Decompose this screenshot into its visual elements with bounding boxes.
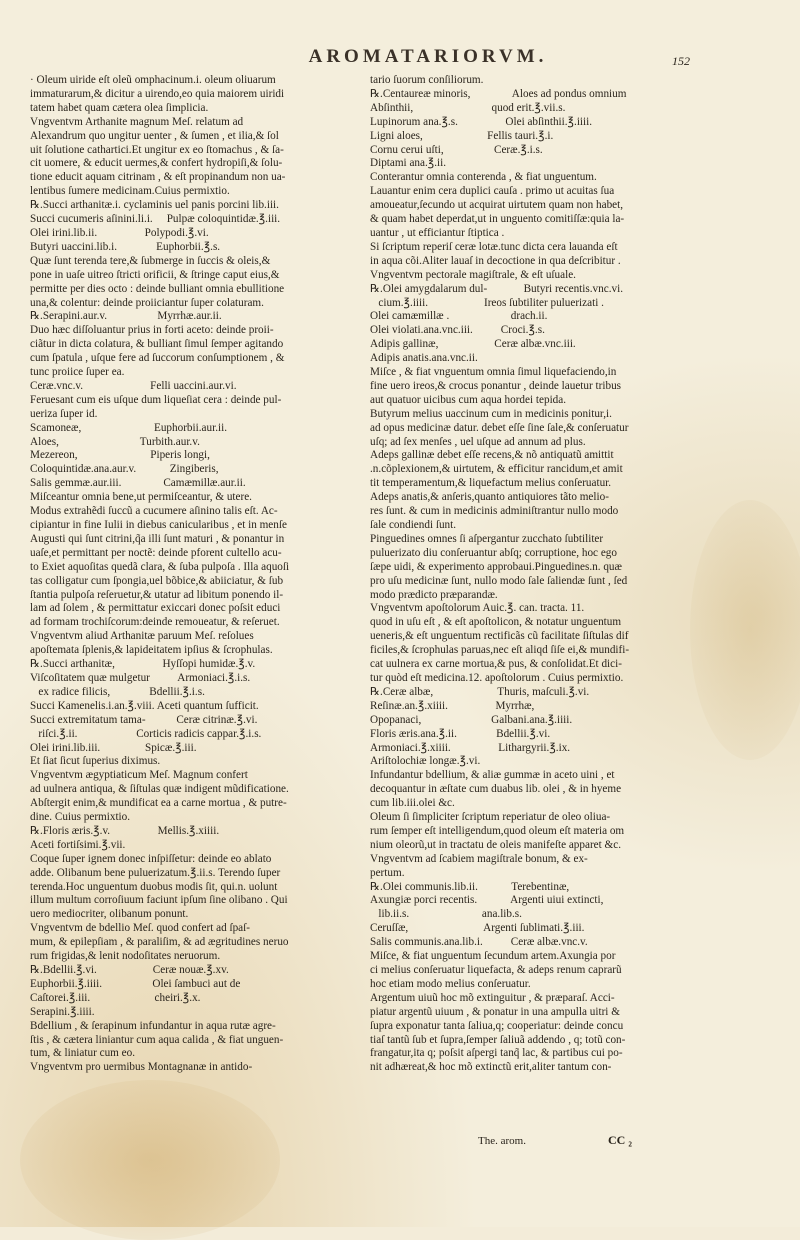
text-line: Olei irini.lib.ii. Polypodi.℥.vi. bbox=[30, 226, 209, 239]
text-line: Mezereon, Piperis longi, bbox=[30, 449, 210, 462]
text-line: nium oleorũ,ut in tractatu de oleis manifeſte apparet &c. bbox=[370, 838, 622, 851]
text-line: ℞.Serapini.aur.v. Myrrhæ.aur.ii. bbox=[30, 310, 222, 323]
text-line: ex radice filicis, Bdellii.℥.i.s. bbox=[30, 685, 205, 698]
text-line: hoc etiam modo melius conſeruatur. bbox=[370, 977, 531, 990]
text-line: Miſce , & fiat vnguentum omnia ſimul liquefaciendo,in bbox=[370, 366, 617, 379]
text-line: Quæ ſunt terenda tere,& ſubmerge in ſuccis & oleis,& bbox=[30, 254, 271, 267]
text-line: uantur , ut efficiantur ſtiptica . bbox=[370, 226, 505, 239]
text-line: immaturarum,& dicitur a uirendo,eo quia maiorem uiridi bbox=[30, 87, 285, 100]
text-line: pone in uaſe uitreo ſtricti orificii, & ſtringe caput eius,& bbox=[30, 268, 280, 281]
text-line: cipiantur in fine Iulii in diebus canicularibus , et in menſe bbox=[30, 519, 287, 531]
text-line: Alexandrum quo ungitur uenter , & ſumen , et ilia,& ſol bbox=[30, 129, 279, 142]
text-line: riſci.℥.ii. Corticis radicis cappar.℥.i.s. bbox=[30, 727, 262, 740]
text-line: Salis gemmæ.aur.iii. Camæmillæ.aur.ii. bbox=[30, 477, 246, 490]
text-line: · Oleum uiride eſt oleũ omphacinum.i. oleum oliuarum bbox=[30, 74, 276, 86]
text-line: tario ſuorum conſiliorum. bbox=[370, 74, 484, 86]
text-line: Si ſcriptum reperiſ ceræ lotæ.tunc dicta cera lauanda eſt bbox=[370, 240, 618, 253]
text-line: Salis communis.ana.lib.i. Ceræ albæ.vnc.v. bbox=[370, 936, 588, 949]
text-line: Duo hæc diſſoluantur prius in forti aceto: deinde proii- bbox=[30, 324, 274, 337]
text-line: ad formam trochiſcorum:deinde remoueatur, & reſeruet. bbox=[30, 616, 280, 629]
text-line: lam ad ſolem , & permittatur exiccari donec poſsit educi bbox=[30, 602, 281, 615]
text-line: Augusti qui ſunt citrini,q̃a illi ſunt maturi , & ponantur in bbox=[30, 532, 285, 545]
text-line: Armoniaci.℥.xiiii. Lithargyrii.℥.ix. bbox=[370, 741, 571, 754]
text-line: Butyrum melius uaccinum cum in medicinis ponitur,i. bbox=[370, 407, 612, 420]
text-line: & quam habet deperdat,ut in unguento comitiſſæ:quia la- bbox=[370, 213, 625, 226]
text-line: Feruesant cum eis uſque dum liqueſiat cera : deinde pul- bbox=[30, 393, 282, 406]
text-line: ad opus medicinæ datur. debet eſſe ſine ſale,& conſeruatur bbox=[370, 421, 629, 434]
text-line: Cornu cerui uſti, Ceræ.℥.i.s. bbox=[370, 143, 543, 156]
text-line: Adeps gallinæ debet eſſe recens,& nõ antiquatũ amittit bbox=[370, 449, 614, 462]
text-line: Argentum uiuũ hoc mõ extinguitur , & præparaſ. Acci- bbox=[370, 991, 615, 1004]
text-line: uero mediocriter, olibanum ponunt. bbox=[30, 908, 189, 921]
running-head: AROMATARIORVM. bbox=[308, 46, 548, 67]
text-line: adde. Olibanum bene puluerizatum.℥.ii.s. Terendo ſuper bbox=[30, 866, 281, 879]
text-line: Succi cucumeris aſinini.li.i. Pulpæ coloquintidæ.℥.iii. bbox=[30, 213, 281, 226]
text-line: Adeps anatis,& anſeris,quanto antiquiores tãto melio- bbox=[370, 491, 609, 504]
text-line: Ligni aloes, Fellis tauri.℥.i. bbox=[370, 129, 554, 142]
text-line: Diptami ana.℥.ii. bbox=[370, 157, 447, 170]
text-line: nit adhæreat,& hoc mõ extinctũ erit,aliter tantum con- bbox=[370, 1061, 612, 1074]
text-line: Abſtergit enim,& mundificat ea a carne mortua , & putre- bbox=[30, 797, 287, 810]
text-line: Lauantur enim cera duplici cauſa . primo ut acuitas ſua bbox=[370, 185, 615, 198]
text-line: res ſunt. & cum in medicinis adminiſtrantur nullo modo bbox=[370, 505, 619, 518]
text-line: lentibus ſumere medicinam.Cuius permixtio. bbox=[30, 185, 230, 198]
text-line: ci melius conſeruatur liquefacta, & adeps renum caprarũ bbox=[370, 964, 622, 976]
text-line: lib.ii.s. ana.lib.s. bbox=[370, 908, 522, 921]
text-line: Modus extrahẽdi ſuccũ a cucumere aſinino talis eſt. Ac- bbox=[30, 505, 278, 518]
text-line: ad uulnera antiqua, & ſiſtulas quæ indigent mũdificatione. bbox=[30, 783, 289, 796]
text-line: aut quatuor uicibus cum aqua hordei tepida. bbox=[370, 393, 567, 406]
text-line: Aloes, Turbith.aur.v. bbox=[30, 435, 200, 448]
text-line: ℞.Bdellii.℥.vi. Ceræ nouæ.℥.xv. bbox=[30, 964, 229, 976]
text-line: puluerizato diu conſeruantur abſq; corruptione, hoc ego bbox=[370, 546, 617, 559]
text-line: Miſce, & fiat unguentum ſecundum artem.Axungia por bbox=[370, 950, 616, 963]
text-line: ueriza ſuper id. bbox=[30, 407, 98, 420]
text-line: Aceti fortiſsimi.℥.vii. bbox=[30, 838, 126, 851]
text-line: pertum. bbox=[370, 866, 405, 879]
text-line: ℞.Floris æris.℥.v. Mellis.℥.xiiii. bbox=[30, 824, 220, 837]
text-line: ſtis , & cætera liniantur cum aqua calida , & fiat unguen- bbox=[30, 1033, 284, 1046]
text-line: Lupinorum ana.℥.s. Olei abſinthii.℥.iiii. bbox=[370, 115, 593, 128]
text-line: ℞.Olei communis.lib.ii. Terebentinæ, bbox=[370, 880, 570, 893]
text-line: amoueatur,ſecundo ut acquirat uirtutem quam non habet, bbox=[370, 199, 624, 212]
text-line: modo prædicto præparandæ. bbox=[370, 588, 498, 601]
text-line: Viſcoſitatem quæ mulgetur Armoniaci.℥.i.s. bbox=[30, 671, 251, 684]
left-text-column bbox=[30, 74, 360, 1075]
text-line: tunc proiice ſuper ea. bbox=[30, 366, 125, 379]
text-line: tiaſ tantũ ſub et ſupra,ſemper ſaliuã addendo , q; totũ con- bbox=[370, 1033, 626, 1046]
text-line: Olei camæmillæ . drach.ii. bbox=[370, 310, 548, 323]
text-line: Vngventvm pro uermibus Montagnanæ in antido- bbox=[30, 1061, 253, 1074]
text-line: Olei violati.ana.vnc.iii. Croci.℥.s. bbox=[370, 324, 545, 337]
text-line: Vngventvm ad ſcabiem magiſtrale bonum, & ex- bbox=[370, 852, 588, 865]
text-line: rum frigidas,& lenit nodoſitates neruorum. bbox=[30, 950, 221, 963]
text-line: Butyri uaccini.lib.i. Euphorbii.℥.s. bbox=[30, 240, 221, 253]
text-line: tatem habet quam cætera olea ſimplicia. bbox=[30, 101, 209, 114]
text-line: Vngventvm apoſtolorum Auic.℥. can. tracta. 11. bbox=[370, 602, 585, 615]
text-line: Axungiæ porci recentis. Argenti uiui extincti, bbox=[370, 894, 604, 907]
text-line: Ariſtolochiæ longæ.℥.vi. bbox=[370, 755, 481, 768]
text-line: Succi Kamenelis.i.an.℥.viii. Aceti quantum ſufficit. bbox=[30, 699, 259, 712]
right-text-column bbox=[370, 74, 692, 1075]
text-line: cium.℥.iiii. Ireos ſubtiliter puluerizati . bbox=[370, 296, 604, 309]
text-line: tit temperamentum,& liquefactum melius conſeruatur. bbox=[370, 477, 612, 490]
text-line: Succi extremitatum tama- Ceræ citrinæ.℥.vi. bbox=[30, 713, 258, 726]
foxing-stain bbox=[690, 500, 800, 760]
text-line: ℞.Centaureæ minoris, Aloes ad pondus omnium bbox=[370, 87, 627, 100]
text-line: mum, & epilepſiam , & paraliſim, & ad ægritudines neruo bbox=[30, 936, 289, 949]
signature-mark: CC ₂ bbox=[608, 1133, 632, 1147]
text-line: uit ſolutione cathartici.Et ungitur ex eo ſtomachus , & ſa- bbox=[30, 143, 284, 156]
text-line: pro uſu medicinæ ſunt, nullo modo ſale ſaliendæ ſunt , ſed bbox=[370, 574, 628, 587]
text-line: Adipis gallinæ, Ceræ albæ.vnc.iii. bbox=[370, 338, 576, 351]
text-line: Floris æris.ana.℥.ii. Bdellii.℥.vi. bbox=[370, 727, 551, 740]
text-line: ficiles,& ſcrophulas paruas,nec eſt aliqd ſiſe ei,& mundifi- bbox=[370, 644, 630, 657]
text-line: rum ſemper eſt intelligendum,quod oleum eſt materia om bbox=[370, 824, 625, 837]
text-line: uaſe,et permittant per noctẽ: deinde pforent cultello acu- bbox=[30, 546, 282, 559]
text-line: Euphorbii.℥.iiii. Olei ſambuci aut de bbox=[30, 977, 241, 990]
catchword: The. arom. bbox=[478, 1135, 526, 1147]
text-line: Vngventvm pectorale magiſtrale, & eſt uſuale. bbox=[370, 268, 576, 281]
text-line: cit uomere, & educit uermes,& confert hydropiſi,& ſolu- bbox=[30, 157, 283, 170]
text-line: Infundantur bdellium, & aliæ gummæ in aceto uini , et bbox=[370, 769, 615, 782]
text-line: apoſtemata ſplenis,& lapideitatem ipſius & ſcrophulas. bbox=[30, 644, 273, 657]
text-line: ſupra exponatur tanta ſaliua,q; cooperiatur: deinde concu bbox=[370, 1019, 624, 1032]
text-line: Miſceantur omnia bene,ut permiſceantur, & utere. bbox=[30, 491, 252, 504]
folio-number: 152 bbox=[672, 54, 690, 68]
text-line: uſq; ad ſex menſes , uel uſque ad annum ad plus. bbox=[370, 435, 586, 448]
text-line: Abſinthii, quod erit.℥.vii.s. bbox=[370, 101, 566, 114]
text-line: terenda.Hoc unguentum duobus modis ſit, qui.n. uolunt bbox=[30, 880, 278, 893]
text-line: decoquantur in æſtate cum duabus lib. olei , & in hyeme bbox=[370, 783, 622, 796]
text-line: frangatur,ita q; poſsit aſpergi tanq̃ lac, & partibus cui po- bbox=[370, 1047, 623, 1060]
text-line: Opopanaci, Galbani.ana.℥.iiii. bbox=[370, 713, 573, 726]
text-line: dine. Cuius permixtio. bbox=[30, 811, 131, 824]
foxing-stain bbox=[20, 1080, 280, 1240]
text-line: ſale condiendi ſunt. bbox=[370, 519, 457, 531]
text-line: Coloquintidæ.ana.aur.v. Zingiberis, bbox=[30, 463, 219, 476]
text-line: ℞.Succi arthanitæ.i. cyclaminis uel panis porcini lib.iii. bbox=[30, 199, 279, 212]
text-line: ciãtur in dicta colatura, & bulliant ſimul ſemper agitando bbox=[30, 338, 284, 351]
text-line: ℞.Succi arthanitæ, Hyſſopi humidæ.℥.v. bbox=[30, 658, 256, 671]
text-line: piatur argentũ uiuum , & ponatur in una ampulla uitri & bbox=[370, 1005, 620, 1018]
text-line: Scamoneæ, Euphorbii.aur.ii. bbox=[30, 421, 228, 434]
text-line: cum ſpatula , uſque fere ad ſuccorum conſumptionem , & bbox=[30, 352, 285, 365]
text-line: Olei irini.lib.iii. Spicæ.℥.iii. bbox=[30, 741, 197, 754]
text-line: quod in uſu eſt , & eſt apoſtolicon, & notatur unguentum bbox=[370, 616, 622, 629]
text-line: Vngventvm aliud Arthanitæ paruum Meſ. reſolues bbox=[30, 630, 254, 643]
text-line: in aqua cõi.Aliter lauaſ in decoctione in qua deſcribitur . bbox=[370, 254, 621, 267]
text-line: ℞.Ceræ albæ, Thuris, maſculi.℥.vi. bbox=[370, 685, 590, 698]
text-line: una,& colentur: deinde proiiciantur ſuper colaturam. bbox=[30, 296, 264, 309]
text-line: cat uulnera ex carne mortua,& pus, & conſolidat.Et dici- bbox=[370, 658, 622, 671]
text-line: Pinguedines omnes ſi aſpergantur zucchato ſubtiliter bbox=[370, 532, 604, 545]
text-line: tur quòd eſt medicina.12. apoſtolorum . Cuius permixtio. bbox=[370, 671, 624, 684]
text-line: permitte per dies octo : deinde bulliant omnia ebullitione bbox=[30, 282, 285, 295]
text-line: Ceræ.vnc.v. Felli uaccini.aur.vi. bbox=[30, 379, 237, 392]
text-line: Reſinæ.an.℥.xiiii. Myrrhæ, bbox=[370, 699, 535, 712]
text-line: Vngventvm Arthanite magnum Meſ. relatum ad bbox=[30, 115, 244, 128]
text-line: ſtantia pulpoſa reſeruetur,& utatur ad libitum ponendo il- bbox=[30, 588, 284, 601]
text-line: ℞.Olei amygdalarum dul- Butyri recentis.vnc.vi. bbox=[370, 282, 623, 295]
text-line: .n.cõplexionem,& uirtutem, & efficitur rancidum,et amit bbox=[370, 463, 623, 476]
text-line: tas colligatur cum ſpongia,uel bõbice,& abiiciatur, & ſub bbox=[30, 574, 284, 587]
text-line: Bdellium , & ſerapinum infundantur in aqua rutæ agre- bbox=[30, 1019, 276, 1032]
text-line: ueneris,& eſt unguentum rectificãs cũ facilitate ſiſtulas dif bbox=[370, 630, 629, 643]
text-line: ſæpe uidi, & experimento approbaui.Pinguedines.n. quæ bbox=[370, 560, 622, 573]
text-line: Oleum ſi ſimpliciter ſcriptum reperiatur de oleo oliua- bbox=[370, 811, 611, 824]
text-line: Et ſiat ſicut ſuperius diximus. bbox=[30, 755, 161, 768]
text-line: Ceruſſæ, Argenti ſublimati.℥.iii. bbox=[370, 922, 585, 935]
text-line: Serapini.℥.iiii. bbox=[30, 1005, 95, 1018]
text-line: illum multum corroſiuum faciunt ipſum ſine olibano . Qui bbox=[30, 894, 288, 907]
text-line: Adipis anatis.ana.vnc.ii. bbox=[370, 352, 478, 365]
text-line: to Exiet aquoſitas quedã clara, & ſuba pulpoſa . Illa aquoſi bbox=[30, 560, 290, 573]
text-line: Vngventvm de bdellio Meſ. quod confert ad ſpaſ- bbox=[30, 922, 250, 935]
text-line: tum, & liniatur cum eo. bbox=[30, 1047, 136, 1060]
text-line: Conterantur omnia conterenda , & fiat unguentum. bbox=[370, 171, 597, 184]
text-line: Caſtorei.℥.iii. cheiri.℥.x. bbox=[30, 991, 201, 1004]
text-line: Vngventvm ægyptiaticum Meſ. Magnum confert bbox=[30, 769, 248, 782]
text-line: fine uero ireos,& crocus ponantur , deinde lauetur tribus bbox=[370, 379, 622, 392]
text-line: cum lib.iii.olei &c. bbox=[370, 797, 455, 810]
text-line: Coque ſuper ignem donec inſpiſſetur: deinde eo ablato bbox=[30, 852, 272, 865]
text-line: tione educit aquam citrinam , & eſt propinandum non ua- bbox=[30, 171, 286, 184]
